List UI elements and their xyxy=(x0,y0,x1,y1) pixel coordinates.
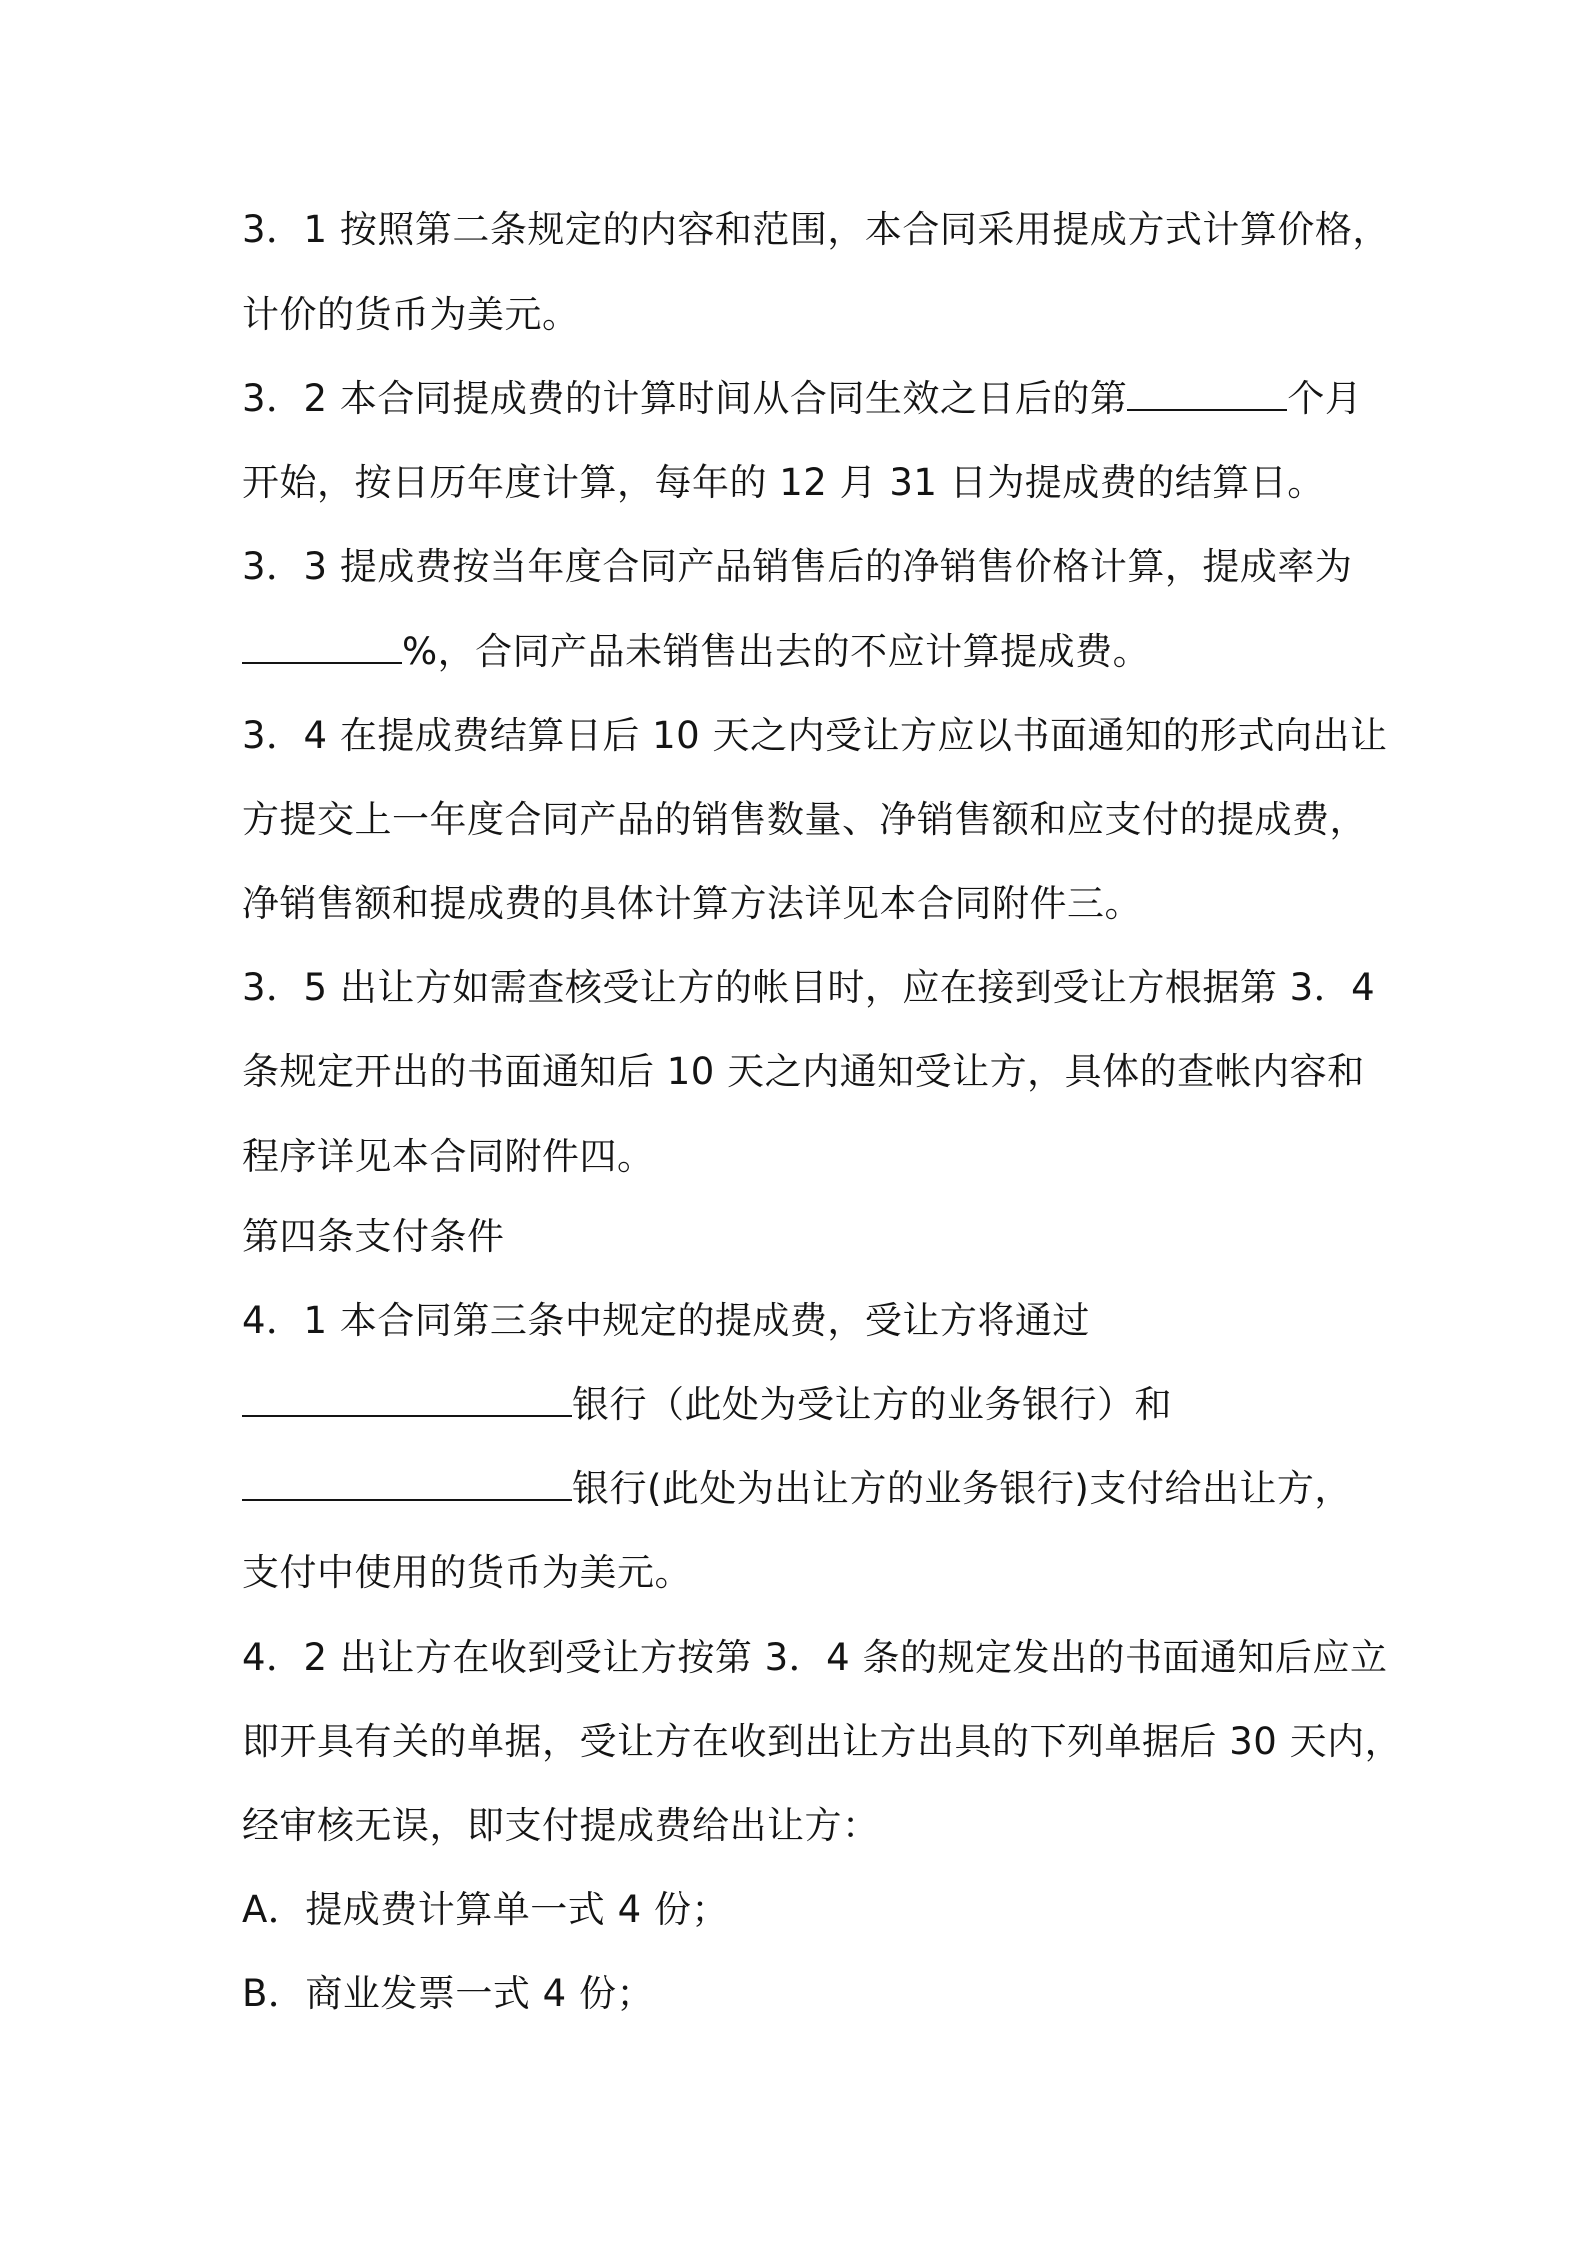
list-item-b xyxy=(242,1970,1372,2018)
fill-in-blank xyxy=(242,632,402,664)
text: 3．1 按照第二条规定的内容和范围，本合同采用提成方式计算价格， xyxy=(242,208,1390,251)
clause-3-2-line-2 xyxy=(242,459,1372,507)
clause-4-1-line-2 xyxy=(242,1381,1372,1429)
text: 3．5 出让方如需查核受让方的帐目时，应在接到受让方根据第 3．4 xyxy=(242,966,1376,1009)
clause-3-4-line-3 xyxy=(242,880,1372,928)
article-4-heading xyxy=(242,1213,1372,1261)
text: 3．2 本合同提成费的计算时间从合同生效之日后的第 xyxy=(242,377,1128,420)
text: 条规定开出的书面通知后 10 天之内通知受让方，具体的查帐内容和 xyxy=(242,1050,1365,1093)
text: 个月 xyxy=(1287,377,1363,420)
clause-4-2-line-1 xyxy=(242,1634,1388,1682)
clause-3-5-line-3 xyxy=(242,1133,1372,1181)
fill-in-blank xyxy=(1127,379,1287,411)
text: 程序详见本合同附件四。 xyxy=(242,1135,655,1178)
clause-4-2-line-2 xyxy=(242,1718,1403,1766)
fill-in-blank xyxy=(242,1469,572,1501)
clause-3-2-line-1 xyxy=(242,375,1372,423)
text: 银行(此处为出让方的业务银行)支付给出让方， xyxy=(572,1467,1352,1510)
text: 4．1 本合同第三条中规定的提成费，受让方将通过 xyxy=(242,1299,1090,1342)
list-item-a xyxy=(242,1886,1372,1934)
text: 4．2 出让方在收到受让方按第 3．4 条的规定发出的书面通知后应立 xyxy=(242,1636,1388,1679)
text: A．提成费计算单一式 4 份； xyxy=(242,1888,729,1931)
text: 银行（此处为受让方的业务银行）和 xyxy=(572,1383,1172,1426)
text: 经审核无误，即支付提成费给出让方： xyxy=(242,1804,880,1847)
fill-in-blank xyxy=(242,1385,572,1417)
text: B．商业发票一式 4 份； xyxy=(242,1972,654,2015)
clause-3-4-line-2 xyxy=(242,796,1372,844)
clause-4-1-line-1 xyxy=(242,1297,1372,1345)
clause-3-5-line-1 xyxy=(242,964,1376,1012)
text: 3．4 在提成费结算日后 10 天之内受让方应以书面通知的形式向出让 xyxy=(242,714,1388,757)
clause-3-3-line-1 xyxy=(242,543,1372,591)
text: 开始，按日历年度计算，每年的 12 月 31 日为提成费的结算日。 xyxy=(242,461,1325,504)
text: 计价的货币为美元。 xyxy=(242,293,580,336)
clause-3-4-line-1 xyxy=(242,712,1388,760)
text: 支付中使用的货币为美元。 xyxy=(242,1551,692,1594)
text: %，合同产品未销售出去的不应计算提成费。 xyxy=(402,630,1151,673)
text: 净销售额和提成费的具体计算方法详见本合同附件三。 xyxy=(242,882,1142,925)
clause-4-1-line-3 xyxy=(242,1465,1372,1513)
clause-3-5-line-2 xyxy=(242,1048,1372,1096)
text: 3．3 提成费按当年度合同产品销售后的净销售价格计算，提成率为 xyxy=(242,545,1353,588)
clause-3-3-line-2 xyxy=(242,628,1372,676)
text: 第四条支付条件 xyxy=(242,1215,505,1258)
clause-3-1-line-1 xyxy=(242,206,1390,254)
text: 即开具有关的单据，受让方在收到出让方出具的下列单据后 30 天内， xyxy=(242,1720,1403,1763)
clause-4-2-line-3 xyxy=(242,1802,1372,1850)
clause-4-1-line-4 xyxy=(242,1549,1372,1597)
text: 方提交上一年度合同产品的销售数量、净销售额和应支付的提成费， xyxy=(242,798,1367,841)
clause-3-1-line-2 xyxy=(242,291,1372,339)
